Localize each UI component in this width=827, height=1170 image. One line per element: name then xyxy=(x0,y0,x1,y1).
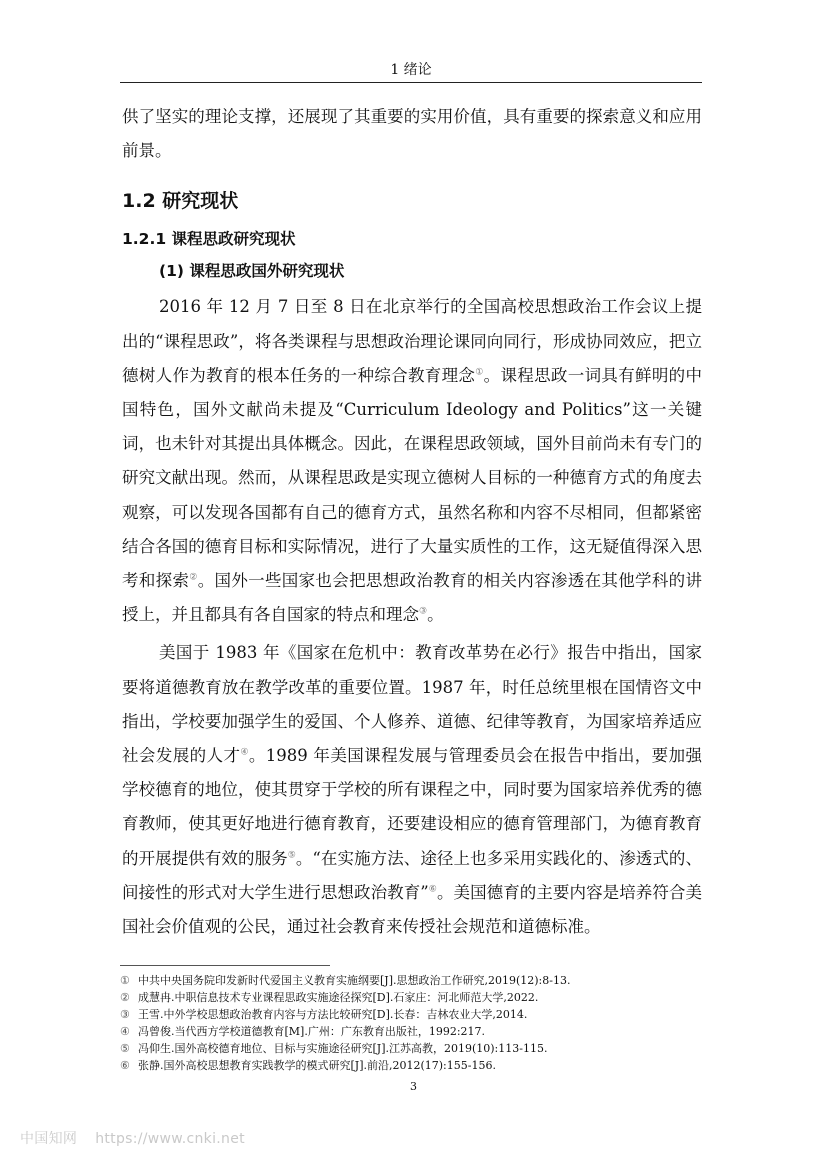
footnote-item xyxy=(120,972,710,989)
watermark-brand: 中国知网 xyxy=(20,1131,78,1147)
footnote-mark: ⑥ xyxy=(120,1059,130,1072)
footnote-ref-2[interactable]: ② xyxy=(189,572,198,583)
footnote-text: 张静.国外高校思想教育实践教学的模式研究[J].前沿,2012(17):155-156. xyxy=(138,1059,496,1072)
footnote-ref-4[interactable]: ④ xyxy=(240,747,249,758)
subsection-heading-foreign-research: (1) 课程思政国外研究现状 xyxy=(159,262,345,281)
paragraph-text: 2016 年 12 月 7 日至 8 日在北京举行的全国高校思想政治工作会议上提出的“课程思政”，将各类课程与思想政治理论课同向同行，形成协同效应，把立德树人作为教育的根本任务的一种综合教育理念 xyxy=(122,297,702,385)
paragraph-text: 美国于 1983 年《国家在危机中：教育改革势在必行》报告中指出，国家要将道德教育放在教学改革的重要位置。1987 年，时任总统里根在国情咨文中指出，学校要加强学生的爱国、个人修养、道德、纪律等教育，为国家培养适应社会发展的人才 xyxy=(122,643,702,766)
watermark-url: https://www.cnki.net xyxy=(95,1131,245,1147)
main-content xyxy=(122,100,702,944)
paragraph-text: 。美国德育的主要内容是培养符合美国社会价值观的公民，通过社会教育来传授社会规范和道德标准。 xyxy=(122,882,703,937)
footnote-text: 成慧冉.中职信息技术专业课程思政实施途径探究[D].石家庄：河北师范大学,2022. xyxy=(138,991,539,1004)
paragraph-text: 。1989 年美国课程发展与管理委员会在报告中指出，要加强学校德育的地位，使其贯穿于学校的所有课程之中，同时要为国家培养优秀的德育教师，使其更好地进行德育教育，还要建设相应的德育管理部门，为德育教育的开展提供有效的服务 xyxy=(122,746,702,868)
footnotes xyxy=(120,972,710,1074)
footnote-text: 冯仰生.国外高校德育地位、目标与实施途径研究[J].江苏高教，2019(10):113-115. xyxy=(138,1042,548,1055)
footnote-ref-6[interactable]: ⑥ xyxy=(428,884,437,895)
section-heading-1-2: 1.2 研究现状 xyxy=(122,190,239,213)
footnote-mark: ② xyxy=(120,991,130,1004)
section-heading-1-2-1: 1.2.1 课程思政研究现状 xyxy=(122,230,296,249)
footnote-text: 冯曾俊.当代西方学校道德教育[M].广州：广东教育出版社，1992:217. xyxy=(138,1025,486,1038)
footnote-item xyxy=(120,989,710,1006)
paragraph-text: 。课程思政一词具有鲜明的中国特色，国外文献尚未提及“Curriculum Ideology and Politics”这一关键词，也未针对其提出具体概念。因此，在课程思政领域，国外目前尚未有专门的研究文献出现。然而，从课程思政是实现立德树人目标的一种德育方式的角度去观察，可以发现各国都有自己的德育方式，虽然名称和内容不尽相同，但都紧密结合各国的德育目标和实际情况，进行了大量实质性的工作，这无疑值得深入思考和探索 xyxy=(122,365,702,591)
footnote-mark: ④ xyxy=(120,1025,130,1038)
footnote-rule xyxy=(120,965,330,966)
footnote-item xyxy=(120,1057,710,1074)
paragraph-text: 。 xyxy=(427,605,444,625)
paragraph-foreign-overview xyxy=(122,290,702,632)
footnote-mark: ⑤ xyxy=(120,1042,130,1055)
paragraph-continuation: 供了坚实的理论支撑，还展现了其重要的实用价值，具有重要的探索意义和应用前景。 xyxy=(122,107,702,161)
footnote-ref-5[interactable]: ⑤ xyxy=(287,850,296,861)
footnote-item xyxy=(120,1006,710,1023)
footnote-text: 王雪.中外学校思想政治教育内容与方法比较研究[D].长春：吉林农业大学,2014. xyxy=(138,1008,528,1021)
paragraph-text: 。国外一些国家也会把思想政治教育的相关内容渗透在其他学科的讲授上，并且都具有各自国家的特点和理念 xyxy=(122,571,703,625)
header-rule xyxy=(120,82,702,83)
paragraph-usa-moral-education xyxy=(122,636,702,944)
footnote-text: 中共中央国务院印发新时代爱国主义教育实施纲要[J].思想政治工作研究,2019(12):8-13. xyxy=(138,974,571,987)
paragraph-text: 。“在实施方法、途径上也多采用实践化的、渗透式的、间接性的形式对大学生进行思想政治教育” xyxy=(122,848,702,902)
running-header: 1 绪论 xyxy=(390,62,432,78)
footnote-item xyxy=(120,1023,710,1040)
footnote-ref-3[interactable]: ③ xyxy=(419,606,428,617)
footnote-item xyxy=(120,1040,710,1057)
footnote-mark: ③ xyxy=(120,1008,130,1021)
footnote-mark: ① xyxy=(120,974,130,987)
footnote-ref-1[interactable]: ① xyxy=(475,367,484,378)
page-number: 3 xyxy=(410,1080,417,1093)
cnki-watermark xyxy=(20,1128,263,1148)
